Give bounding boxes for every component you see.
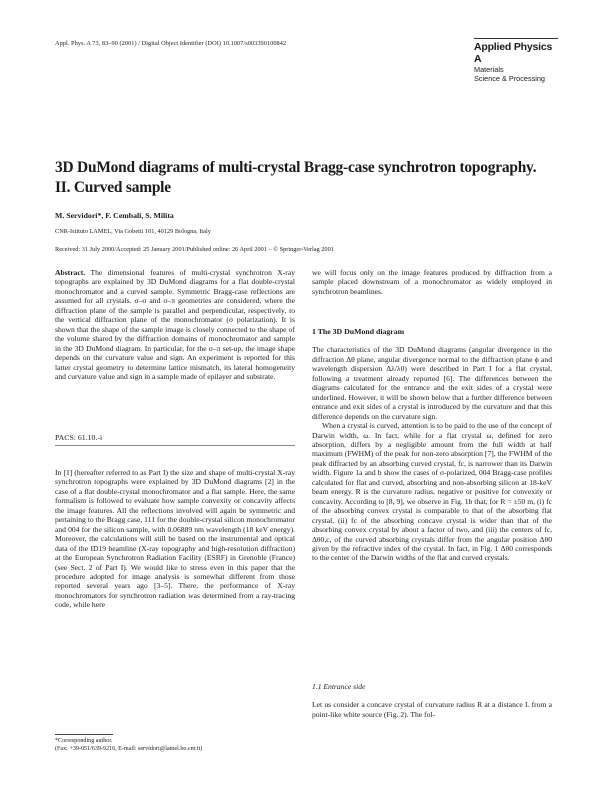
- abstract-label: Abstract.: [55, 268, 86, 277]
- footnote-divider: [55, 734, 113, 735]
- pacs-divider: [55, 445, 295, 446]
- journal-brand: [474, 38, 558, 83]
- pacs-code: PACS: 61.10.-i: [55, 433, 103, 442]
- brand-subtitle-1: Materials: [474, 65, 504, 74]
- footnote: [55, 737, 202, 753]
- abstract-text: The dimensional features of multi-crystal synchrotron X-ray topographs are explained by 3D DuMond diagrams for a flat double-crystal monochromator and a curved sample. Symmetric Bragg-case reflections are assumed for all crystals. σ–σ and σ–π geometries are considered, where the diffraction plane of the sample is parallel and perpendicular, respectively, to the vertical diffraction plane of the monochromator (σ polarization). It is shown that the shape of the sample image is closely connected to the shape of the volume shared by the diffraction domains of monochromator and sample in the 3D DuMond diagram. In particular, for the σ–π set-up, the image shape depends on the curvature value and sign. An experiment is reported for this latter crystal geometry to determine lattice mismatch, its lateral homogeneity and curvature value and sign in a sample made of epilayer and substrate.: [55, 268, 295, 381]
- subsection-1-1: [312, 682, 552, 719]
- intro-paragraph: [55, 468, 295, 610]
- authors: M. Servidori*, F. Cembali, S. Milita: [55, 211, 174, 220]
- subsection-heading: 1.1 Entrance side: [312, 682, 366, 691]
- footnote-line-1: *Corresponding author.: [55, 738, 113, 744]
- journal-reference: Appl. Phys. A 73, 83–90 (2001) / Digital Object Identifier (DOI) 10.1007/s003390100842: [55, 40, 287, 47]
- right-column-intro: [312, 268, 552, 296]
- subsection-paragraph: Let us consider a concave crystal of curvature radius R at a distance L from a point-like white source (Fig. 2). The fol-: [312, 700, 552, 719]
- right-intro-text: we will focus only on the image features produced by diffraction from a sample placed downstream of a monochromator as widely employed in synchrotron beamlines.: [312, 268, 552, 296]
- section-1-paragraph-2: When a crystal is curved, attention is to be paid to the use of the concept of Darwin width, ω. In fact, while for a flat crystal ω, defined for zero absorption, differs by a negligible amount from the full width at half maximum (FWHM) of the peak for non-zero absorption [7], the FWHM of the peak diffracted by an absorbing curved crystal, fc, is narrower than its Darwin width. Figure 1a and b show the cases of σ-polarized, 004 Bragg-case profiles calculated for flat and curved, absorbing and non-absorbing silicon at 18-keV beam energy. R is the curvature radius, negative or positive for convexity or concavity. According to [8, 9], we observe in Fig. 1b that, for R = ±50 m, (i) fc of the absorbing convex crystal is comparable to that of the absorbing flat crystal, (ii) fc of the absorbing concave crystal is wider than that of the absorbing convex crystal by about a factor of two, and (iii) the centers of fc, Δθ0,c, of the curved absorbing crystals differ from the angular position Δθ0 given by the refractive index of the crystal. In fact, in Fig. 1 Δθ0 corresponds to the center of the Darwin widths of the flat and curved crystals.: [312, 421, 552, 563]
- section-1: [312, 327, 552, 563]
- section-1-paragraph-1: The characteristics of the 3D DuMond diagrams (angular divergence in the diffraction Δθ plane, angular divergence normal to the diffraction plane ϕ and wavelength dispersion Δλ/λ0) were described in Part I for a flat crystal, following a treatment already reported [6]. The differences between the diagrams calculated for the entrance and the exit sides of a crystal were underlined. However, it will be shown below that a further difference between entrance and exit sides of a crystal is introduced by the curvature and that this difference depends on the curvature sign.: [312, 345, 552, 421]
- footnote-line-2: (Fax: +39-051/639-9216, E-mail: servidori@lamel.bo.cnr.it): [55, 746, 203, 752]
- affiliation: CNR-Istituto LAMEL, Via Gobetti 101, 40129 Bologna, Italy: [55, 228, 211, 235]
- received-dates: Received: 31 July 2000/Accepted: 25 January 2001/Published online: 26 April 2001 – © Springer-Verlag 2001: [55, 246, 334, 253]
- abstract: [55, 268, 295, 381]
- intro-text: In [1] (hereafter referred to as Part I) the size and shape of multi-crystal X-ray synchrotron topographs were explained by 3D DuMond diagrams [2] in the case of a flat double-crystal monochromator and a flat sample. Here, the same formalism is followed to evaluate how sample convexity or concavity affects the image features. All the reflections involved will again be symmetric and pertaining to the Bragg case, 111 for the double-crystal silicon monochromator and 004 for the silicon sample, with 0.06889 nm wavelength (18 keV energy). Moreover, the calculations will still be based on the instrumental and optical data of the ID19 beamline (X-ray topography and high-resolution diffraction) at the European Synchrotron Radiation Facility (ESRF) in Grenoble (France) (see Sect. 2 of Part I). We would like to stress even in this paper that the procedure adopted for image analysis is somewhat different from those reported several years ago [3–5]. There, the performance of X-ray monochromators for synchrotron radiation was determined from a ray-tracing code, while here: [55, 468, 295, 610]
- paper-title: 3D DuMond diagrams of multi-crystal Bragg-case synchrotron topography. II. Curved sample: [55, 159, 537, 196]
- brand-title: Applied Physics A: [474, 41, 553, 65]
- brand-rule: [474, 38, 558, 39]
- brand-subtitle-2: Science & Processing: [474, 74, 545, 83]
- section-1-heading: 1 The 3D DuMond diagram: [312, 327, 405, 336]
